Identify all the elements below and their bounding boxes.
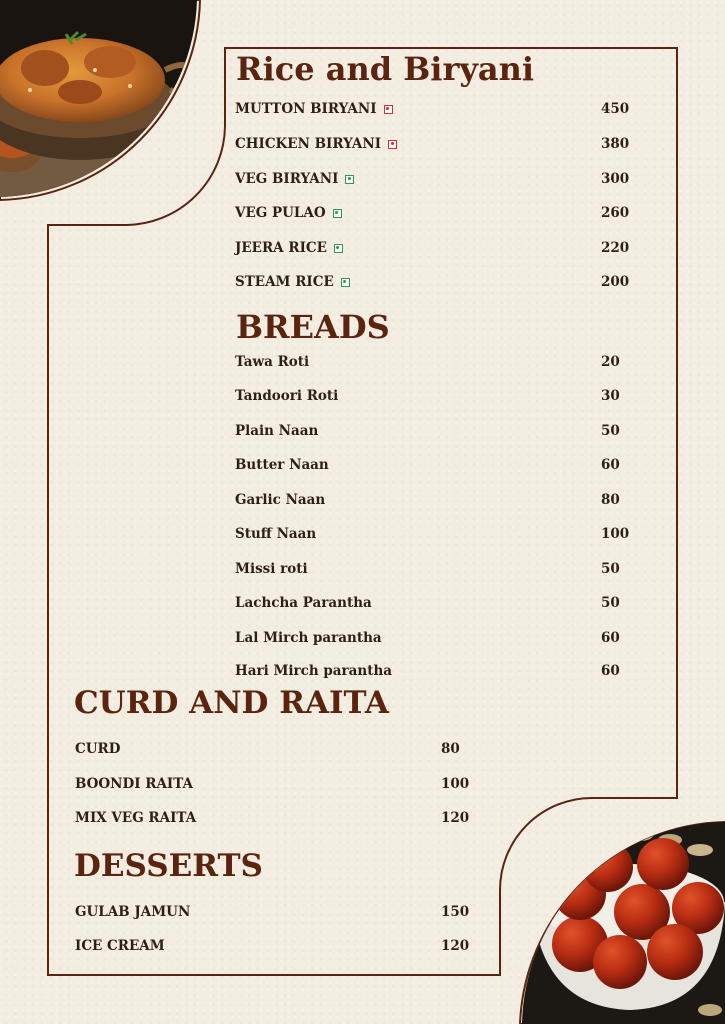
item-price: 20 xyxy=(601,354,620,370)
item-name: BOONDI RAITA xyxy=(75,776,194,792)
item-name: Tandoori Roti xyxy=(235,388,339,404)
veg-icon xyxy=(334,244,343,253)
section-title-desserts: DESSERTS xyxy=(74,848,263,884)
item-name: VEG PULAO xyxy=(235,205,326,221)
item-price: 60 xyxy=(601,630,620,646)
item-price: 50 xyxy=(601,561,620,577)
item-price: 150 xyxy=(441,904,470,920)
item-price: 450 xyxy=(601,101,630,117)
item-name: GULAB JAMUN xyxy=(75,904,191,920)
menu-item-mix-veg-raita xyxy=(75,810,475,830)
menu-item-veg-pulao xyxy=(235,205,630,225)
item-name: Tawa Roti xyxy=(235,354,310,370)
item-price: 30 xyxy=(601,388,620,404)
menu-item-stuff-naan xyxy=(235,526,630,546)
non-veg-icon xyxy=(388,140,397,149)
menu-item-tandoori-roti xyxy=(235,388,630,408)
menu-item-butter-naan xyxy=(235,457,630,477)
item-name: Lachcha Parantha xyxy=(235,595,372,611)
item-price: 60 xyxy=(601,457,620,473)
item-price: 120 xyxy=(441,810,470,826)
section-title-breads: BREADS xyxy=(236,308,390,346)
menu-item-steam-rice xyxy=(235,274,630,294)
item-price: 100 xyxy=(601,526,630,542)
section-title-rice-and-biryani: Rice and Biryani xyxy=(236,50,535,88)
menu-item-hari-mirch-parantha xyxy=(235,663,630,683)
item-name: STEAM RICE xyxy=(235,274,334,290)
item-name: Butter Naan xyxy=(235,457,329,473)
menu-item-missi-roti xyxy=(235,561,630,581)
biryani-photo xyxy=(0,0,200,200)
menu-item-curd xyxy=(75,741,475,761)
item-price: 60 xyxy=(601,663,620,679)
menu-item-jeera-rice xyxy=(235,240,630,260)
item-name: Garlic Naan xyxy=(235,492,326,508)
item-name: MUTTON BIRYANI xyxy=(235,101,377,117)
item-name: CURD xyxy=(75,741,121,757)
menu-item-mutton-biryani xyxy=(235,101,630,121)
item-name: MIX VEG RAITA xyxy=(75,810,197,826)
menu-item-plain-naan xyxy=(235,423,630,443)
non-veg-icon xyxy=(384,105,393,114)
menu-item-lachcha-parantha xyxy=(235,595,630,615)
gulab-jamun-photo xyxy=(520,822,725,1024)
item-price: 120 xyxy=(441,938,470,954)
menu-item-ice-cream xyxy=(75,938,475,958)
menu-item-veg-biryani xyxy=(235,171,630,191)
item-name: Plain Naan xyxy=(235,423,319,439)
item-name: Missi roti xyxy=(235,561,308,577)
veg-icon xyxy=(333,209,342,218)
item-price: 100 xyxy=(441,776,470,792)
item-name: Lal Mirch parantha xyxy=(235,630,382,646)
item-name: JEERA RICE xyxy=(235,240,327,256)
section-title-curd-and-raita: CURD AND RAITA xyxy=(74,685,389,721)
menu-item-gulab-jamun xyxy=(75,904,475,924)
item-name: ICE CREAM xyxy=(75,938,165,954)
menu-item-tawa-roti xyxy=(235,354,630,374)
veg-icon xyxy=(341,278,350,287)
item-price: 260 xyxy=(601,205,630,221)
item-name: CHICKEN BIRYANI xyxy=(235,136,382,152)
item-name: VEG BIRYANI xyxy=(235,171,339,187)
item-name: Hari Mirch parantha xyxy=(235,663,393,679)
item-price: 200 xyxy=(601,274,630,290)
menu-item-garlic-naan xyxy=(235,492,630,512)
item-price: 220 xyxy=(601,240,630,256)
veg-icon xyxy=(345,175,354,184)
item-name: Stuff Naan xyxy=(235,526,317,542)
item-price: 50 xyxy=(601,595,620,611)
item-price: 380 xyxy=(601,136,630,152)
item-price: 300 xyxy=(601,171,630,187)
menu-item-chicken-biryani xyxy=(235,136,630,156)
menu-item-lal-mirch-parantha xyxy=(235,630,630,650)
item-price: 50 xyxy=(601,423,620,439)
item-price: 80 xyxy=(441,741,460,757)
menu-item-boondi-raita xyxy=(75,776,475,796)
item-price: 80 xyxy=(601,492,620,508)
